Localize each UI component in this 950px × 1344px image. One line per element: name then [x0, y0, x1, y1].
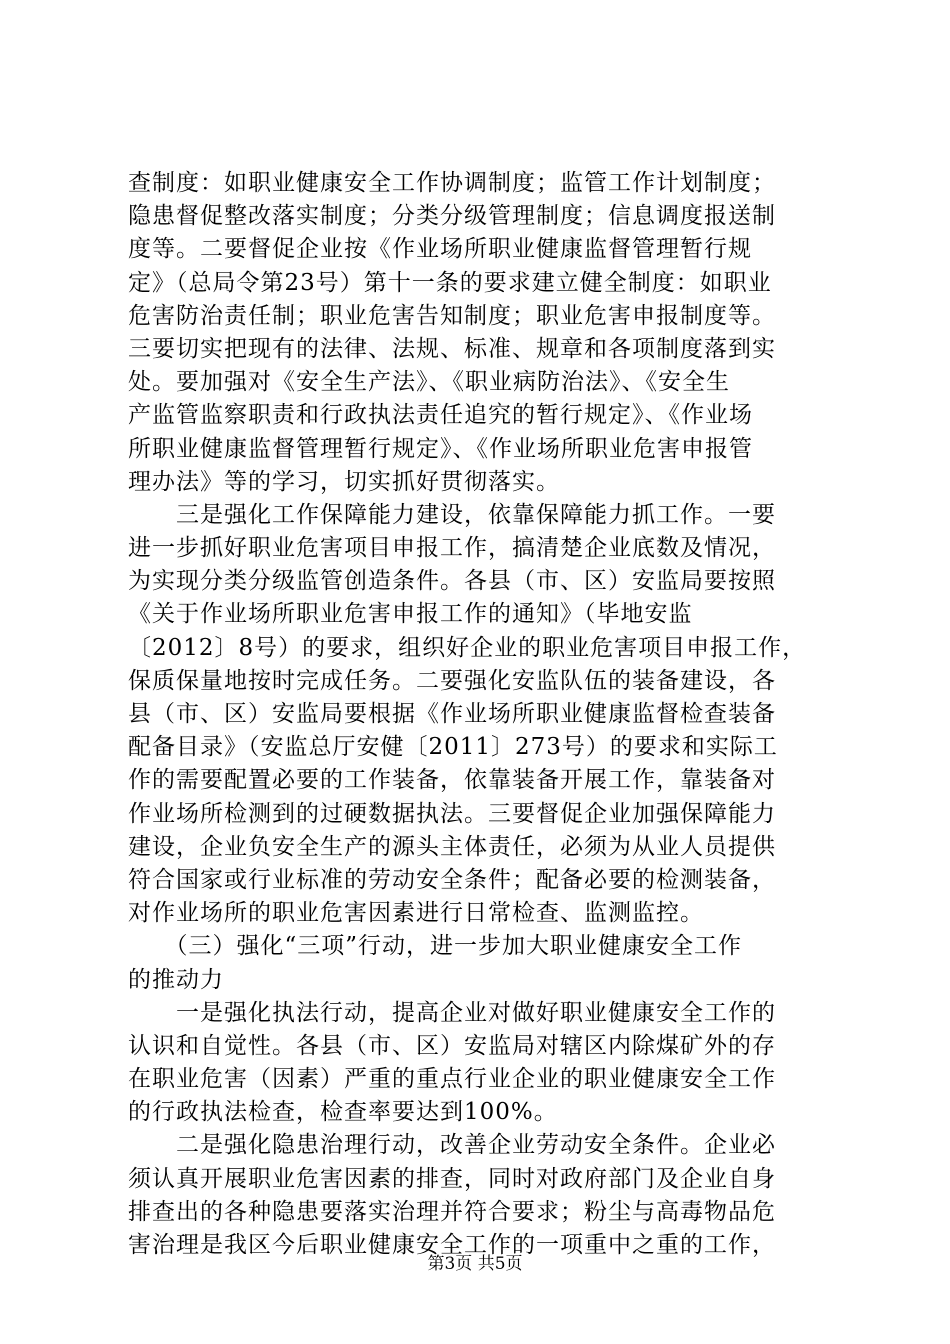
text-line: 对作业场所的职业危害因素进行日常检查、监测监控。 — [128, 900, 704, 927]
body-text — [128, 167, 834, 1262]
text-line: 认识和自觉性。各县（市、区）安监局对辖区内除煤矿外的存 — [128, 1032, 776, 1059]
text-line: 为实现分类分级监管创造条件。各县（市、区）安监局要按照 — [128, 568, 776, 595]
text-line: 排查出的各种隐患要落实治理并符合要求；粉尘与高毒物品危 — [128, 1198, 776, 1225]
text-line: 查制度：如职业健康安全工作协调制度；监管工作计划制度； — [128, 170, 776, 196]
text-line: 所职业健康监督管理暂行规定》、《作业场所职业危害申报管 — [128, 435, 753, 462]
text-line: 三要切实把现有的法律、法规、标准、规章和各项制度落到实 — [128, 335, 776, 362]
text-line: 危害防治责任制；职业危害告知制度；职业危害申报制度等。 — [128, 302, 776, 329]
text-line: 二是强化隐患治理行动，改善企业劳动安全条件。企业必 — [128, 1132, 776, 1159]
text-line: 建设，企业负安全生产的源头主体责任，必须为从业人员提供 — [128, 833, 776, 860]
text-line: （三）强化“三项”行动，进一步加大职业健康安全工作 — [128, 933, 743, 960]
text-line: 作业场所检测到的过硬数据执法。三要督促企业加强保障能力 — [128, 800, 776, 827]
text-line: 进一步抓好职业危害项目申报工作，搞清楚企业底数及情况， — [128, 535, 776, 562]
text-line: 的行政执法检查，检查率要达到100%。 — [128, 1099, 558, 1126]
text-line: 三是强化工作保障能力建设，依靠保障能力抓工作。一要 — [128, 501, 776, 528]
text-line: 县（市、区）安监局要根据《作业场所职业健康监督检查装备 — [128, 701, 776, 727]
text-line: 的推动力 — [128, 966, 224, 993]
text-line: 在职业危害（因素）严重的重点行业企业的职业健康安全工作 — [128, 1066, 776, 1093]
text-line: 隐患督促整改落实制度；分类分级管理制度；信息调度报送制 — [128, 203, 776, 230]
text-line: 定》（总局令第23号）第十一条的要求建立健全制度：如职业 — [128, 269, 772, 296]
text-line: 《关于作业场所职业危害申报工作的通知》（毕地安监 — [128, 601, 693, 628]
page-footer: 第3页 共5页 — [427, 1254, 523, 1274]
text-line: 度等。二要督促企业按《作业场所职业健康监督管理暂行规 — [128, 236, 752, 263]
text-line: 害治理是我区今后职业健康安全工作的一项重中之重的工作， — [128, 1232, 776, 1258]
text-line: 符合国家或行业标准的劳动安全条件；配备必要的检测装备， — [128, 866, 776, 893]
text-line: 作的需要配置必要的工作装备，依靠装备开展工作，靠装备对 — [128, 767, 776, 794]
text-line: 一是强化执法行动，提高企业对做好职业健康安全工作的 — [128, 999, 776, 1026]
text-line: 理办法》等的学习，切实抓好贯彻落实。 — [128, 468, 560, 495]
text-line: 处。要加强对《安全生产法》、《职业病防治法》、《安全生 — [128, 369, 730, 396]
text-line: 〔2012〕8号）的要求，组织好企业的职业危害项目申报工作， — [128, 634, 807, 661]
text-line: 配备目录》（安监总厅安健〔2011〕273号）的要求和实际工 — [128, 734, 778, 761]
text-line: 保质保量地按时完成任务。二要强化安监队伍的装备建设，各 — [128, 667, 776, 694]
text-line: 产监管监察职责和行政执法责任追究的暂行规定》、《作业场 — [128, 402, 753, 429]
text-line: 须认真开展职业危害因素的排查，同时对政府部门及企业自身 — [128, 1165, 776, 1192]
